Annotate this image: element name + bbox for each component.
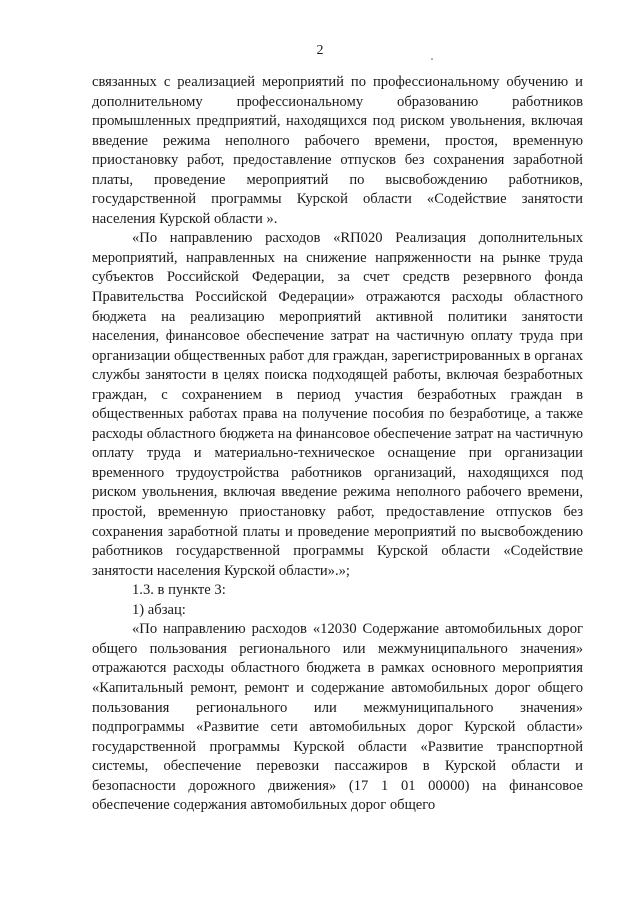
document-body	[92, 73, 583, 816]
paragraph-subitem-1: 1) абзац:	[132, 601, 186, 618]
paragraph-12030: «По направлению расходов «12030 Содержание автомобильных дорог общего пользования регионального или межмуниципального значения» отражаются расходы областного бюджета в рамках основного мероприятия «Капитальный ремонт, ремонт и содержание автомобильных дорог общего пользования регионального или межмуниципального значения» подпрограммы «Развитие сети автомобильных дорог Курской области» государственной программы Курской области «Развитие транспортной системы, обеспечение перевозки пассажиров в Курской области и безопасности дорожного движения» (17 1 01 00000) на финансовое обеспечение содержания автомобильных дорог общего	[92, 621, 583, 814]
paragraph-continuation: связанных с реализацией мероприятий по профессиональному обучению и дополнительному профессиональному образованию работников промышленных предприятий, находящихся под риском увольнения, включая введение режима неполного рабочего времени, простоя, временную приостановку работ, предоставление отпусков без сохранения заработной платы, проведение мероприятий по высвобождению работников, государственной программы Курской области «Содействие занятости населения Курской области ».	[92, 74, 583, 227]
scan-speck	[431, 58, 433, 60]
paragraph-rp020: «По направлению расходов «RП020 Реализация дополнительных мероприятий, направленных на снижение напряженности на рынке труда субъектов Российской Федерации, за счет средств резервного фонда Правительства Российской Федерации» отражаются расходы областного бюджета на реализацию мероприятий активной политики занятости населения, финансовое обеспечение затрат на частичную оплату труда при организации общественных работ для граждан, зарегистрированных в органах службы занятости в целях поиска подходящей работы, включая безработных граждан, с сохранением в период участия безработных граждан в общественных работах права на получение пособия по безработице, а также расходы областного бюджета на финансовое обеспечение затрат на частичную оплату труда и материально-техническое оснащение при организации временного трудоустройства работников организаций, находящихся под риском увольнения, включая введение режима неполного рабочего времени, простой, временную приостановку работ, предоставление отпусков без сохранения заработной платы и проведение мероприятий по высвобождению работников государственной программы Курской области «Содействие занятости населения Курской области».»;	[92, 230, 583, 579]
page-number: 2	[316, 43, 324, 58]
paragraph-item-1-3: 1.3. в пункте 3:	[132, 582, 226, 599]
